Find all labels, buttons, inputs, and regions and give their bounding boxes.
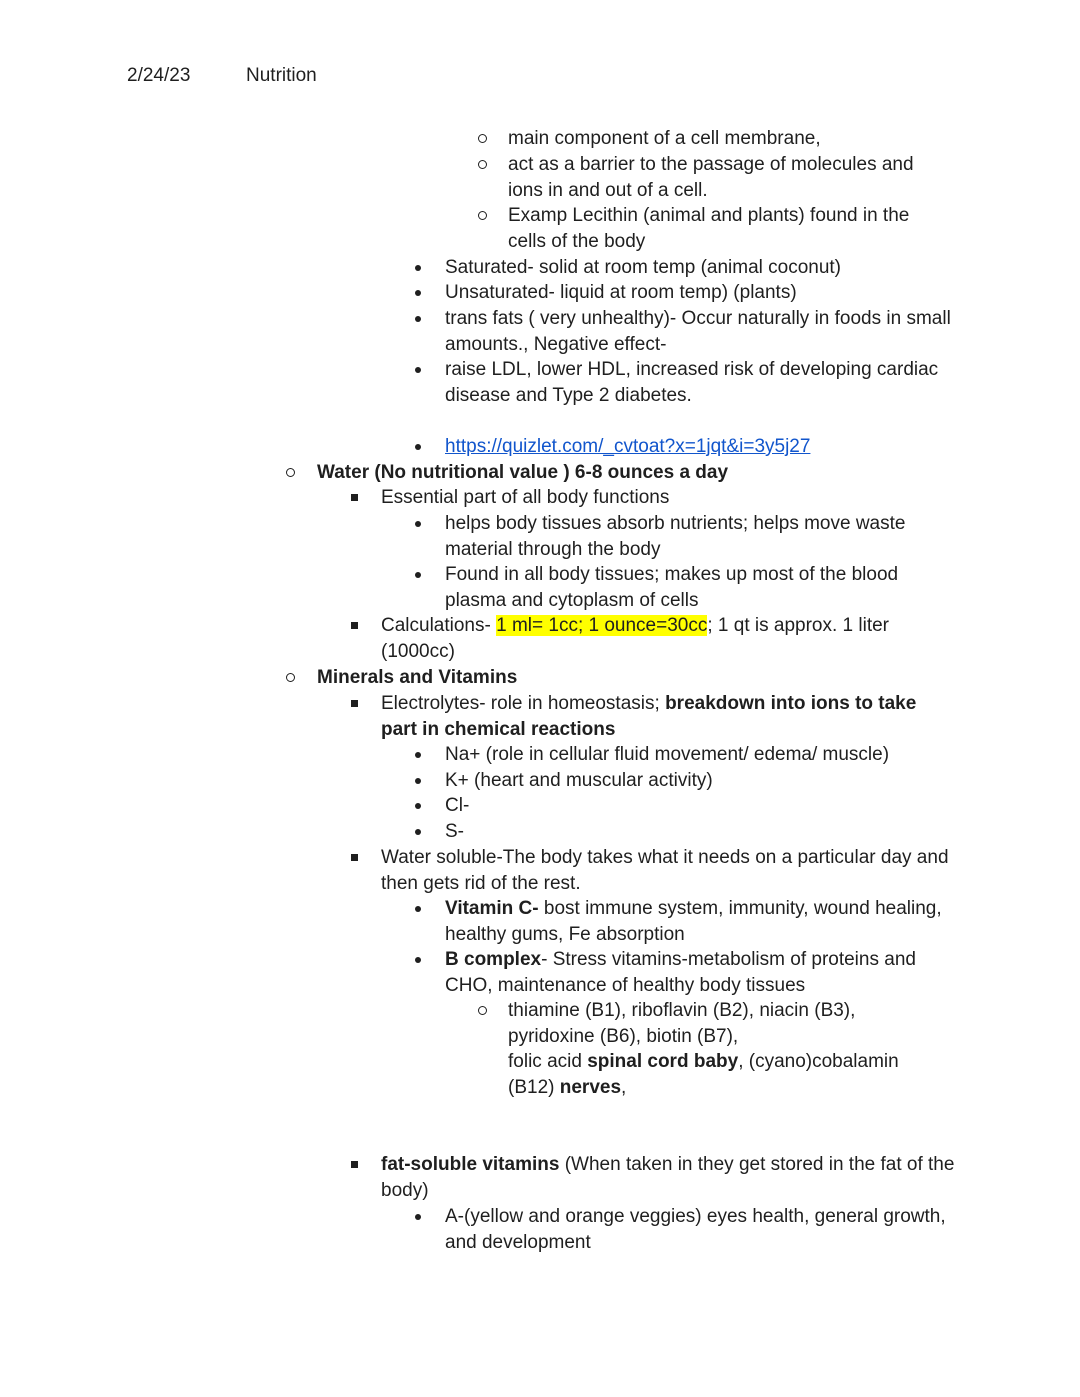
list-item: Saturated- solid at room temp (animal coconut) <box>445 255 960 281</box>
list-item: thiamine (B1), riboflavin (B2), niacin (B3), pyridoxine (B6), biotin (B7), folic acid spinal cord baby, (cyano)cobalamin (B12) nerves, <box>508 998 938 1101</box>
filled-dot-bullet-icon <box>408 793 428 819</box>
filled-dot-bullet-icon <box>408 280 428 306</box>
hollow-circle-bullet-icon <box>472 126 492 152</box>
list-item: Cl- <box>445 793 960 819</box>
list-item: Unsaturated- liquid at room temp) (plants) <box>445 280 960 306</box>
list-item: raise LDL, lower HDL, increased risk of developing cardiac disease and Type 2 diabetes. <box>445 357 960 408</box>
filled-dot-bullet-icon <box>408 947 428 973</box>
list-item: Examp Lecithin (animal and plants) found in the cells of the body <box>508 203 938 254</box>
list-item: K+ (heart and muscular activity) <box>445 768 960 794</box>
list-item: Water soluble-The body takes what it needs on a particular day and then gets rid of the rest. <box>381 845 956 896</box>
filled-dot-bullet-icon <box>408 511 428 537</box>
list-item: Calculations- 1 ml= 1cc; 1 ounce=30cc; 1 qt is approx. 1 liter (1000cc) <box>381 613 956 664</box>
filled-dot-bullet-icon <box>408 742 428 768</box>
quizlet-link[interactable]: https://quizlet.com/_cvtoat?x=1jqt&i=3y5j27 <box>445 436 811 457</box>
section-heading-minerals: Minerals and Vitamins <box>317 665 957 691</box>
filled-dot-bullet-icon <box>408 434 428 460</box>
hollow-circle-bullet-icon <box>472 998 492 1024</box>
filled-dot-bullet-icon <box>408 1204 428 1230</box>
list-item: Found in all body tissues; makes up most of the blood plasma and cytoplasm of cells <box>445 562 960 613</box>
filled-dot-bullet-icon <box>408 819 428 845</box>
note-subject: Nutrition <box>246 65 317 86</box>
square-bullet-icon <box>344 691 364 717</box>
square-bullet-icon <box>344 845 364 871</box>
list-item: Essential part of all body functions <box>381 485 956 511</box>
square-bullet-icon <box>344 1152 364 1178</box>
list-item: Na+ (role in cellular fluid movement/ edema/ muscle) <box>445 742 960 768</box>
list-item: helps body tissues absorb nutrients; helps move waste material through the body <box>445 511 960 562</box>
list-item: S- <box>445 819 960 845</box>
hollow-circle-bullet-icon <box>280 665 300 691</box>
list-item: act as a barrier to the passage of molecules and ions in and out of a cell. <box>508 152 938 203</box>
square-bullet-icon <box>344 613 364 639</box>
hollow-circle-bullet-icon <box>280 460 300 486</box>
list-item: B complex- Stress vitamins-metabolism of proteins and CHO, maintenance of healthy body tissues <box>445 947 960 998</box>
highlighted-conversion: 1 ml= 1cc; 1 ounce=30cc <box>496 615 708 636</box>
filled-dot-bullet-icon <box>408 357 428 383</box>
list-item: trans fats ( very unhealthy)- Occur naturally in foods in small amounts., Negative effect- <box>445 306 960 357</box>
list-item: main component of a cell membrane, <box>508 126 938 152</box>
hollow-circle-bullet-icon <box>472 152 492 178</box>
list-item: A-(yellow and orange veggies) eyes health, general growth, and development <box>445 1204 960 1255</box>
list-item <box>445 434 960 460</box>
filled-dot-bullet-icon <box>408 562 428 588</box>
section-heading-water: Water (No nutritional value ) 6-8 ounces a day <box>317 460 957 486</box>
hollow-circle-bullet-icon <box>472 203 492 229</box>
filled-dot-bullet-icon <box>408 255 428 281</box>
square-bullet-icon <box>344 485 364 511</box>
list-item: fat-soluble vitamins (When taken in they get stored in the fat of the body) <box>381 1152 956 1203</box>
filled-dot-bullet-icon <box>408 896 428 922</box>
note-date: 2/24/23 <box>127 65 191 86</box>
list-item: Vitamin C- bost immune system, immunity, wound healing, healthy gums, Fe absorption <box>445 896 960 947</box>
filled-dot-bullet-icon <box>408 768 428 794</box>
filled-dot-bullet-icon <box>408 306 428 332</box>
list-item: Electrolytes- role in homeostasis; breakdown into ions to take part in chemical reactions <box>381 691 956 742</box>
